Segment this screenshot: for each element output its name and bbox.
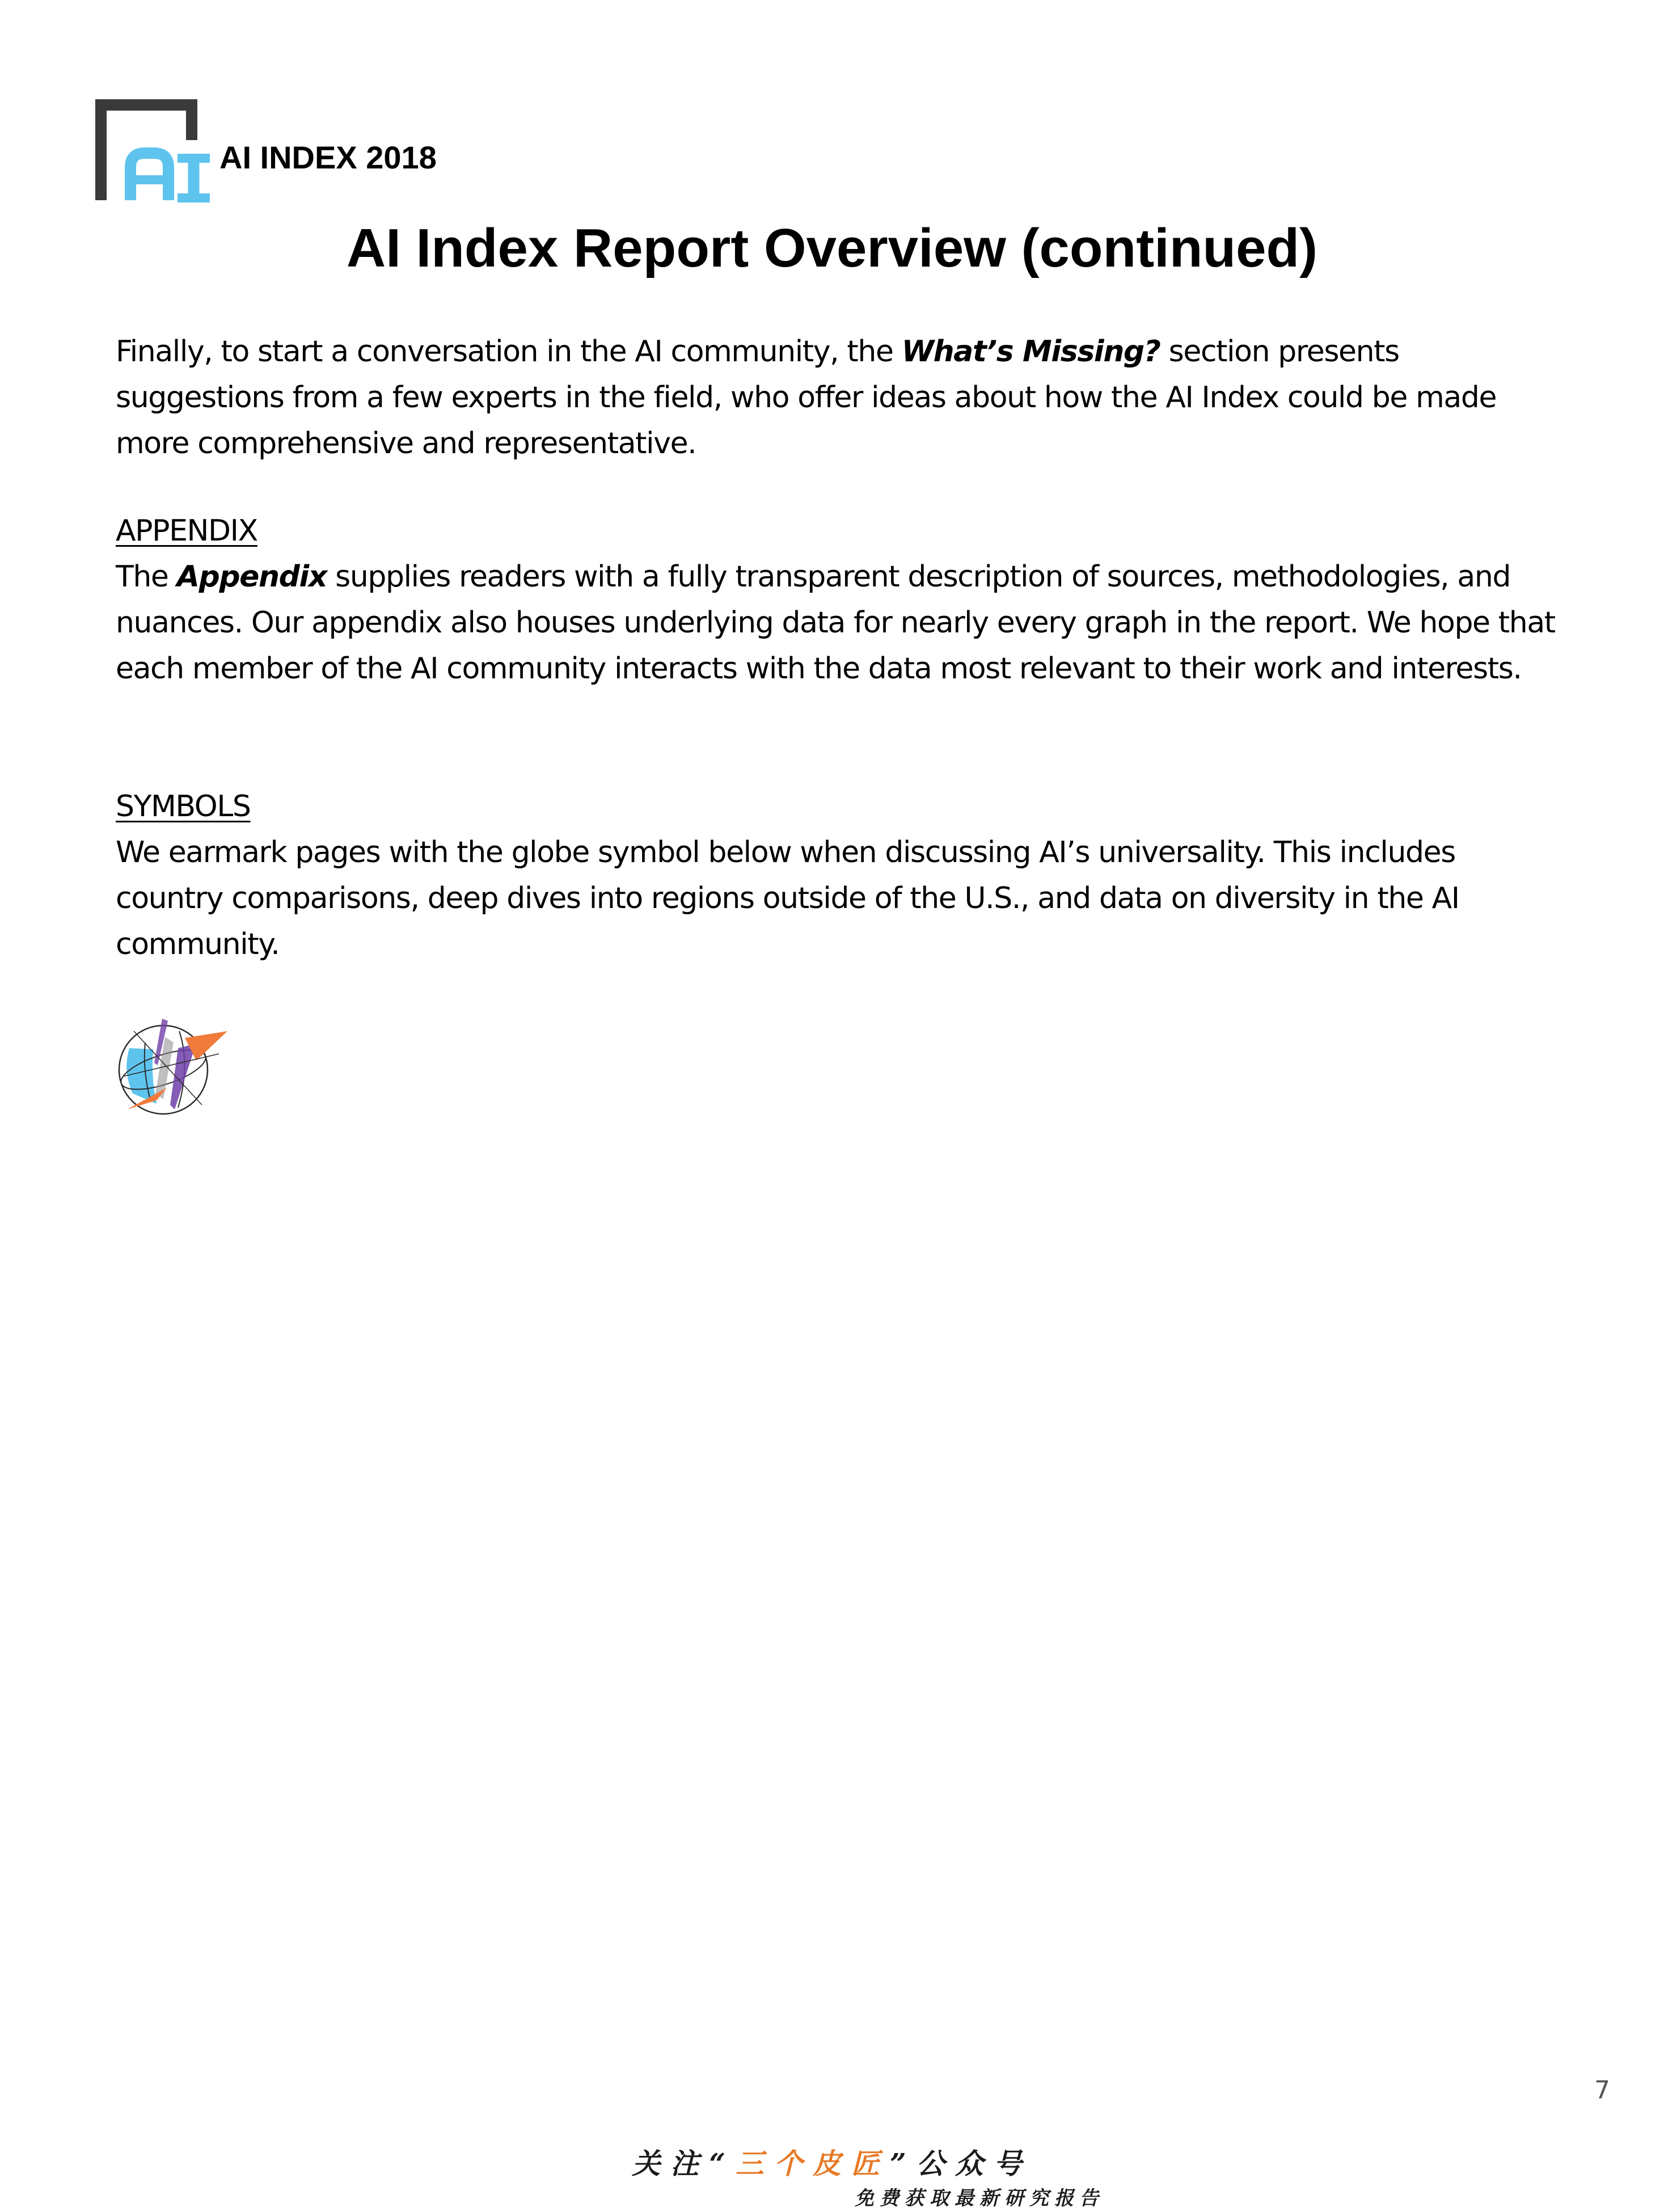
intro-text-end: section presents suggestions from a few experts in the field, who offer ideas about how the AI Index could be made more comprehensive and representative. (116, 335, 1497, 461)
appendix-heading: APPENDIX (116, 514, 257, 548)
appendix-section (116, 508, 1568, 692)
symbols-heading: SYMBOLS (116, 790, 251, 824)
ai-index-logo (95, 99, 214, 204)
watermark-brand: 三个皮匠 (736, 2147, 890, 2180)
appendix-paragraph (116, 554, 1568, 692)
globe-icon (111, 1008, 230, 1122)
watermark-line-2: 免费获取最新研究报告 (855, 2187, 1104, 2210)
report-label: AI INDEX 2018 (219, 140, 437, 175)
intro-paragraph (116, 329, 1568, 467)
whats-missing-emphasis: What’s Missing? (901, 335, 1160, 369)
page-title: AI Index Report Overview (continued) (346, 218, 1318, 278)
page-number: 7 (1594, 2076, 1610, 2105)
appendix-text-start: The (116, 560, 177, 594)
watermark-text-start: 关注“ (632, 2147, 736, 2180)
symbols-section (116, 784, 1568, 968)
appendix-text-end: supplies readers with a fully transparent description of sources, methodologies, and nuances. Our appendix also houses underlying data for nearly every graph in the report. We hope that each member of the AI community interacts with the data most relevant to their work and interests. (116, 560, 1555, 686)
watermark-line-1 (0, 2141, 1664, 2182)
appendix-emphasis: Appendix (176, 560, 327, 594)
symbols-paragraph: We earmark pages with the globe symbol below when discussing AI’s universality. This includes country comparisons, deep dives into regions outside of the U.S., and data on diversity in the AI community. (116, 835, 1459, 961)
logo-ai-letters (130, 153, 210, 200)
watermark-text-end: ”公众号 (890, 2147, 1032, 2180)
intro-text-start: Finally, to start a conversation in the AI community, the (116, 335, 902, 369)
